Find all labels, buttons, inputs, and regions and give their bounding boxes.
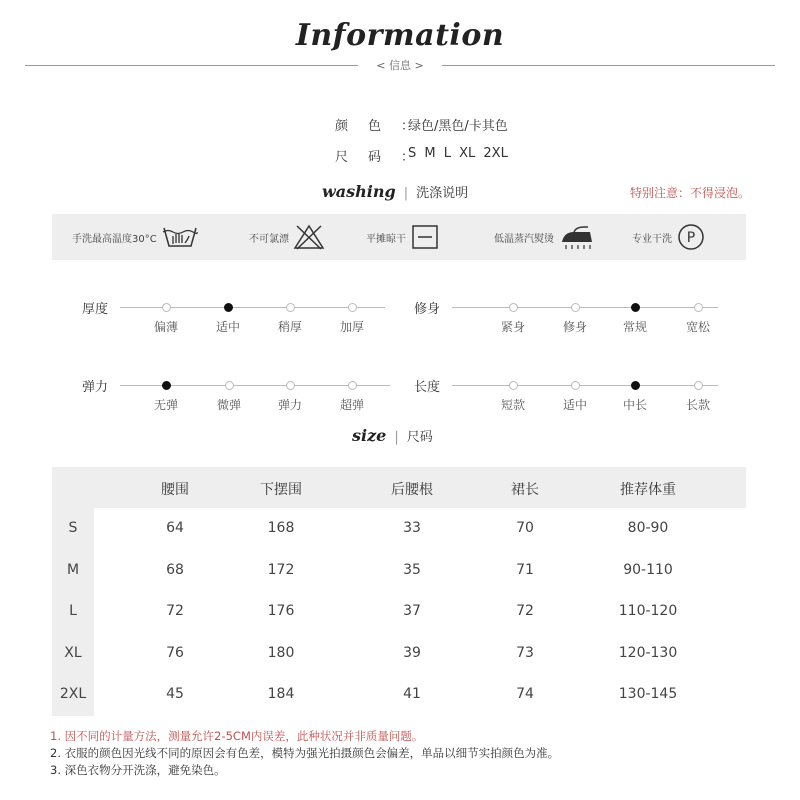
no-bleach-icon xyxy=(293,224,325,250)
property-dot xyxy=(571,381,580,390)
note-1: 1. 因不同的计量方法，测量允许2-5CM内误差，此种状况并非质量问题。 xyxy=(50,729,424,743)
wash-label: 专业干洗 xyxy=(632,233,672,245)
property-option: 短款 xyxy=(500,398,525,412)
table-row-label: M xyxy=(66,562,80,578)
size-row xyxy=(0,146,800,166)
note-2: 2. 衣服的颜色因光线不同的原因会有色差，模特为强光拍摄颜色会偏差，单品以细节实拍颜色为准。 xyxy=(50,746,560,760)
table-cell: 74 xyxy=(516,686,534,702)
table-cell: 80-90 xyxy=(627,520,669,536)
property-dot xyxy=(571,303,580,312)
property-dot-selected xyxy=(162,381,171,390)
property-option: 超弹 xyxy=(339,398,364,412)
table-cell: 76 xyxy=(166,645,184,661)
table-cell: 70 xyxy=(516,520,534,536)
wash-item-iron xyxy=(494,214,596,260)
color-value: 绿色/黑色/卡其色 xyxy=(408,119,508,134)
steam-iron-icon xyxy=(558,224,596,250)
property-option: 修身 xyxy=(562,320,587,334)
property-label: 厚度 xyxy=(82,302,109,317)
property-option: 常规 xyxy=(622,320,647,334)
table-header-cell: 后腰根 xyxy=(391,482,433,498)
property-track xyxy=(120,307,385,308)
size-separator: | xyxy=(394,430,399,445)
wash-label: 低温蒸汽熨烫 xyxy=(494,233,554,245)
property-option: 适中 xyxy=(562,398,587,412)
table-cell: 120-130 xyxy=(618,645,678,661)
wash-item-dry-flat xyxy=(366,214,440,260)
table-header-cell: 腰围 xyxy=(161,482,189,498)
table-cell: 90-110 xyxy=(623,562,673,578)
property-dot xyxy=(286,303,295,312)
table-cell: 73 xyxy=(516,645,534,661)
dry-flat-icon xyxy=(410,224,440,250)
size-script: size xyxy=(352,426,387,445)
property-option: 中长 xyxy=(622,398,647,412)
property-label: 弹力 xyxy=(82,380,109,395)
color-row xyxy=(0,115,800,135)
table-cell: 33 xyxy=(403,520,421,536)
wash-label: 平摊晾干 xyxy=(366,233,406,245)
washing-heading xyxy=(322,182,468,201)
size-heading xyxy=(352,426,433,445)
table-cell: 184 xyxy=(267,686,295,702)
washing-script: washing xyxy=(322,182,396,201)
property-dot-selected xyxy=(631,303,640,312)
property-option: 紧身 xyxy=(500,320,525,334)
table-cell: 168 xyxy=(267,520,295,536)
table-cell: 71 xyxy=(516,562,534,578)
property-dot xyxy=(348,303,357,312)
property-option: 微弹 xyxy=(216,398,241,412)
table-cell: 72 xyxy=(516,603,534,619)
table-row-label: S xyxy=(68,520,78,536)
table-cell: 64 xyxy=(166,520,184,536)
property-option: 稍厚 xyxy=(277,320,302,334)
size-label: 尺码： xyxy=(335,150,435,165)
table-row-label: 2XL xyxy=(59,686,87,702)
wash-item-dry-clean xyxy=(632,214,706,260)
subtitle: < 信息 > xyxy=(0,57,800,73)
table-header-cell: 推荐体重 xyxy=(620,482,676,498)
table-cell: 39 xyxy=(403,645,421,661)
property-dot xyxy=(225,381,234,390)
size-value: S M L XL 2XL xyxy=(408,146,508,161)
table-header-cell: 裙长 xyxy=(511,482,539,498)
svg-text:P: P xyxy=(686,230,696,246)
color-label: 颜色： xyxy=(335,119,435,134)
property-dot xyxy=(509,303,518,312)
table-header-cell: 下摆围 xyxy=(260,482,302,498)
property-option: 适中 xyxy=(215,320,240,334)
property-dot xyxy=(694,381,703,390)
property-dot-selected xyxy=(631,381,640,390)
table-cell: 35 xyxy=(403,562,421,578)
property-dot xyxy=(509,381,518,390)
property-option: 宽松 xyxy=(685,320,710,334)
table-row-label: L xyxy=(69,603,77,619)
size-title: 尺码 xyxy=(406,430,433,445)
property-track xyxy=(452,307,718,308)
table-cell: 45 xyxy=(166,686,184,702)
property-option: 加厚 xyxy=(339,320,364,334)
property-label: 长度 xyxy=(414,380,441,395)
property-option: 无弹 xyxy=(153,398,178,412)
table-cell: 68 xyxy=(166,562,184,578)
washing-title: 洗涤说明 xyxy=(416,186,469,201)
property-dot xyxy=(348,381,357,390)
table-cell: 176 xyxy=(267,603,295,619)
property-dot xyxy=(162,303,171,312)
property-dot xyxy=(694,303,703,312)
property-label: 修身 xyxy=(414,302,441,317)
note-3: 3. 深色衣物分开洗涤，避免染色。 xyxy=(50,763,226,777)
wash-label: 手洗最高温度30°C xyxy=(72,233,157,245)
washing-separator: | xyxy=(403,186,409,201)
hand-wash-icon xyxy=(161,224,199,250)
property-option: 偏薄 xyxy=(153,320,178,334)
property-track xyxy=(452,385,718,386)
table-cell: 37 xyxy=(403,603,421,619)
table-row-label: XL xyxy=(64,645,82,661)
property-dot xyxy=(286,381,295,390)
table-cell: 110-120 xyxy=(618,603,678,619)
property-option: 弹力 xyxy=(277,398,302,412)
property-option: 长款 xyxy=(685,398,710,412)
table-cell: 72 xyxy=(166,603,184,619)
page-title: Information xyxy=(295,18,505,53)
table-cell: 130-145 xyxy=(618,686,678,702)
wash-item-hand xyxy=(72,214,199,260)
washing-bar xyxy=(52,214,746,260)
table-cell: 41 xyxy=(403,686,421,702)
dry-clean-p-icon xyxy=(676,223,706,251)
property-dot-selected xyxy=(224,303,233,312)
washing-warning: 特别注意：不得浸泡。 xyxy=(629,186,750,200)
table-cell: 172 xyxy=(267,562,295,578)
table-cell: 180 xyxy=(267,645,295,661)
wash-item-bleach xyxy=(249,214,325,260)
wash-label: 不可氯漂 xyxy=(249,233,289,245)
